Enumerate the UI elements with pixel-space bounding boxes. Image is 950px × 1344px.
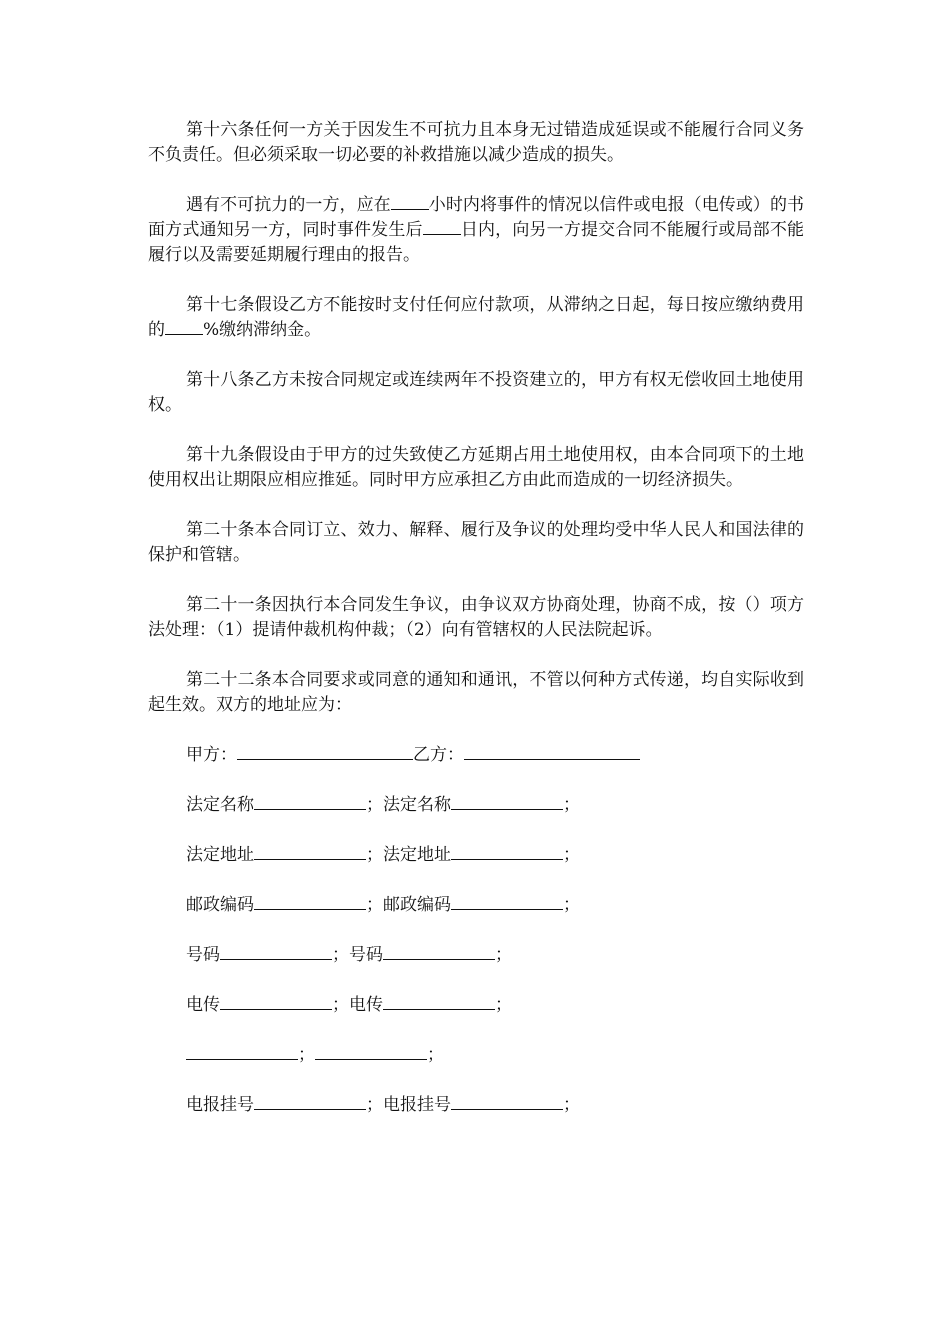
fax-label-a: 电传 bbox=[186, 995, 220, 1015]
force-majeure-text-b: 小时内将事件的情况以信件或电报（电传或）的书面方式通知另一方，同时事件发生后 bbox=[148, 195, 805, 240]
telegram-blank-b[interactable] bbox=[451, 1093, 563, 1110]
unlabeled-blank-a[interactable] bbox=[186, 1043, 298, 1060]
phone-line bbox=[148, 943, 804, 968]
legal-name-blank-b[interactable] bbox=[451, 793, 563, 810]
legal-address-sep: ； bbox=[366, 845, 383, 865]
phone-end: ； bbox=[495, 945, 512, 965]
legal-address-label-a: 法定地址 bbox=[186, 845, 254, 865]
telegram-end: ； bbox=[563, 1095, 580, 1115]
article-16 bbox=[148, 118, 804, 168]
postal-code-blank-a[interactable] bbox=[254, 893, 366, 910]
force-majeure-notice bbox=[148, 193, 804, 268]
unlabeled-blank-b[interactable] bbox=[315, 1043, 427, 1060]
legal-name-label-b: 法定名称 bbox=[383, 795, 451, 815]
blank-line-end: ； bbox=[427, 1045, 444, 1065]
late-fee-percent-blank[interactable] bbox=[165, 318, 203, 335]
legal-address-end: ； bbox=[563, 845, 580, 865]
article-21-text: 第二十一条因执行本合同发生争议，由争议双方协商处理，协商不成，按（）项方法处理：（1）提请仲裁机构仲裁；（2）向有管辖权的人民法院起诉。 bbox=[148, 595, 804, 640]
postal-code-sep: ； bbox=[366, 895, 383, 915]
article-22 bbox=[148, 668, 804, 718]
contract-page bbox=[148, 118, 804, 1143]
legal-name-end: ； bbox=[563, 795, 580, 815]
telegram-label-b: 电报挂号 bbox=[383, 1095, 451, 1115]
telegram-label-a: 电报挂号 bbox=[186, 1095, 254, 1115]
phone-blank-a[interactable] bbox=[220, 943, 332, 960]
party-b-blank[interactable] bbox=[464, 743, 640, 760]
phone-sep: ； bbox=[332, 945, 349, 965]
fax-label-b: 电传 bbox=[349, 995, 383, 1015]
legal-name-blank-a[interactable] bbox=[254, 793, 366, 810]
article-21 bbox=[148, 593, 804, 643]
postal-code-line bbox=[148, 893, 804, 918]
days-blank[interactable] bbox=[423, 218, 461, 235]
phone-label-b: 号码 bbox=[349, 945, 383, 965]
fax-end: ； bbox=[495, 995, 512, 1015]
party-a-label: 甲方： bbox=[186, 745, 237, 765]
fax-blank-a[interactable] bbox=[220, 993, 332, 1010]
phone-blank-b[interactable] bbox=[383, 943, 495, 960]
phone-label-a: 号码 bbox=[186, 945, 220, 965]
legal-address-label-b: 法定地址 bbox=[383, 845, 451, 865]
legal-name-line bbox=[148, 793, 804, 818]
blank-line-sep: ； bbox=[298, 1045, 315, 1065]
blank-line bbox=[148, 1043, 804, 1068]
postal-code-end: ； bbox=[563, 895, 580, 915]
postal-code-label-b: 邮政编码 bbox=[383, 895, 451, 915]
article-22-text: 第二十二条本合同要求或同意的通知和通讯，不管以何种方式传递，均自实际收到起生效。双方的地址应为： bbox=[148, 670, 804, 715]
article-17 bbox=[148, 293, 804, 343]
legal-address-blank-b[interactable] bbox=[451, 843, 563, 860]
fax-sep: ； bbox=[332, 995, 349, 1015]
force-majeure-text-c: 日内，向另一方提交合同不能履行或局部不能履行以及需要延期履行理由的报告。 bbox=[148, 220, 805, 265]
hours-blank[interactable] bbox=[391, 193, 429, 210]
legal-address-line bbox=[148, 843, 804, 868]
article-20-text: 第二十条本合同订立、效力、解释、履行及争议的处理均受中华人民人和国法律的保护和管辖。 bbox=[148, 520, 804, 565]
fax-blank-b[interactable] bbox=[383, 993, 495, 1010]
article-17-text-b: %缴纳滞纳金。 bbox=[203, 320, 322, 340]
article-18 bbox=[148, 368, 804, 418]
telegram-line bbox=[148, 1093, 804, 1118]
article-18-text: 第十八条乙方未按合同规定或连续两年不投资建立的，甲方有权无偿收回土地使用权。 bbox=[148, 370, 804, 415]
article-19 bbox=[148, 443, 804, 493]
legal-address-blank-a[interactable] bbox=[254, 843, 366, 860]
force-majeure-text-a: 遇有不可抗力的一方，应在 bbox=[186, 195, 391, 215]
postal-code-blank-b[interactable] bbox=[451, 893, 563, 910]
parties-line bbox=[148, 743, 804, 768]
postal-code-label-a: 邮政编码 bbox=[186, 895, 254, 915]
article-19-text: 第十九条假设由于甲方的过失致使乙方延期占用土地使用权，由本合同项下的土地使用权出让期限应相应推延。同时甲方应承担乙方由此而造成的一切经济损失。 bbox=[148, 445, 804, 490]
telegram-blank-a[interactable] bbox=[254, 1093, 366, 1110]
article-17-text-a: 第十七条假设乙方不能按时支付任何应付款项，从滞纳之日起，每日按应缴纳费用的 bbox=[148, 295, 804, 340]
legal-name-sep: ； bbox=[366, 795, 383, 815]
article-20 bbox=[148, 518, 804, 568]
article-16-text: 第十六条任何一方关于因发生不可抗力且本身无过错造成延误或不能履行合同义务不负责任。但必须采取一切必要的补救措施以减少造成的损失。 bbox=[148, 120, 804, 165]
legal-name-label-a: 法定名称 bbox=[186, 795, 254, 815]
party-a-blank[interactable] bbox=[237, 743, 413, 760]
fax-line bbox=[148, 993, 804, 1018]
party-b-label: 乙方： bbox=[413, 745, 464, 765]
telegram-sep: ； bbox=[366, 1095, 383, 1115]
